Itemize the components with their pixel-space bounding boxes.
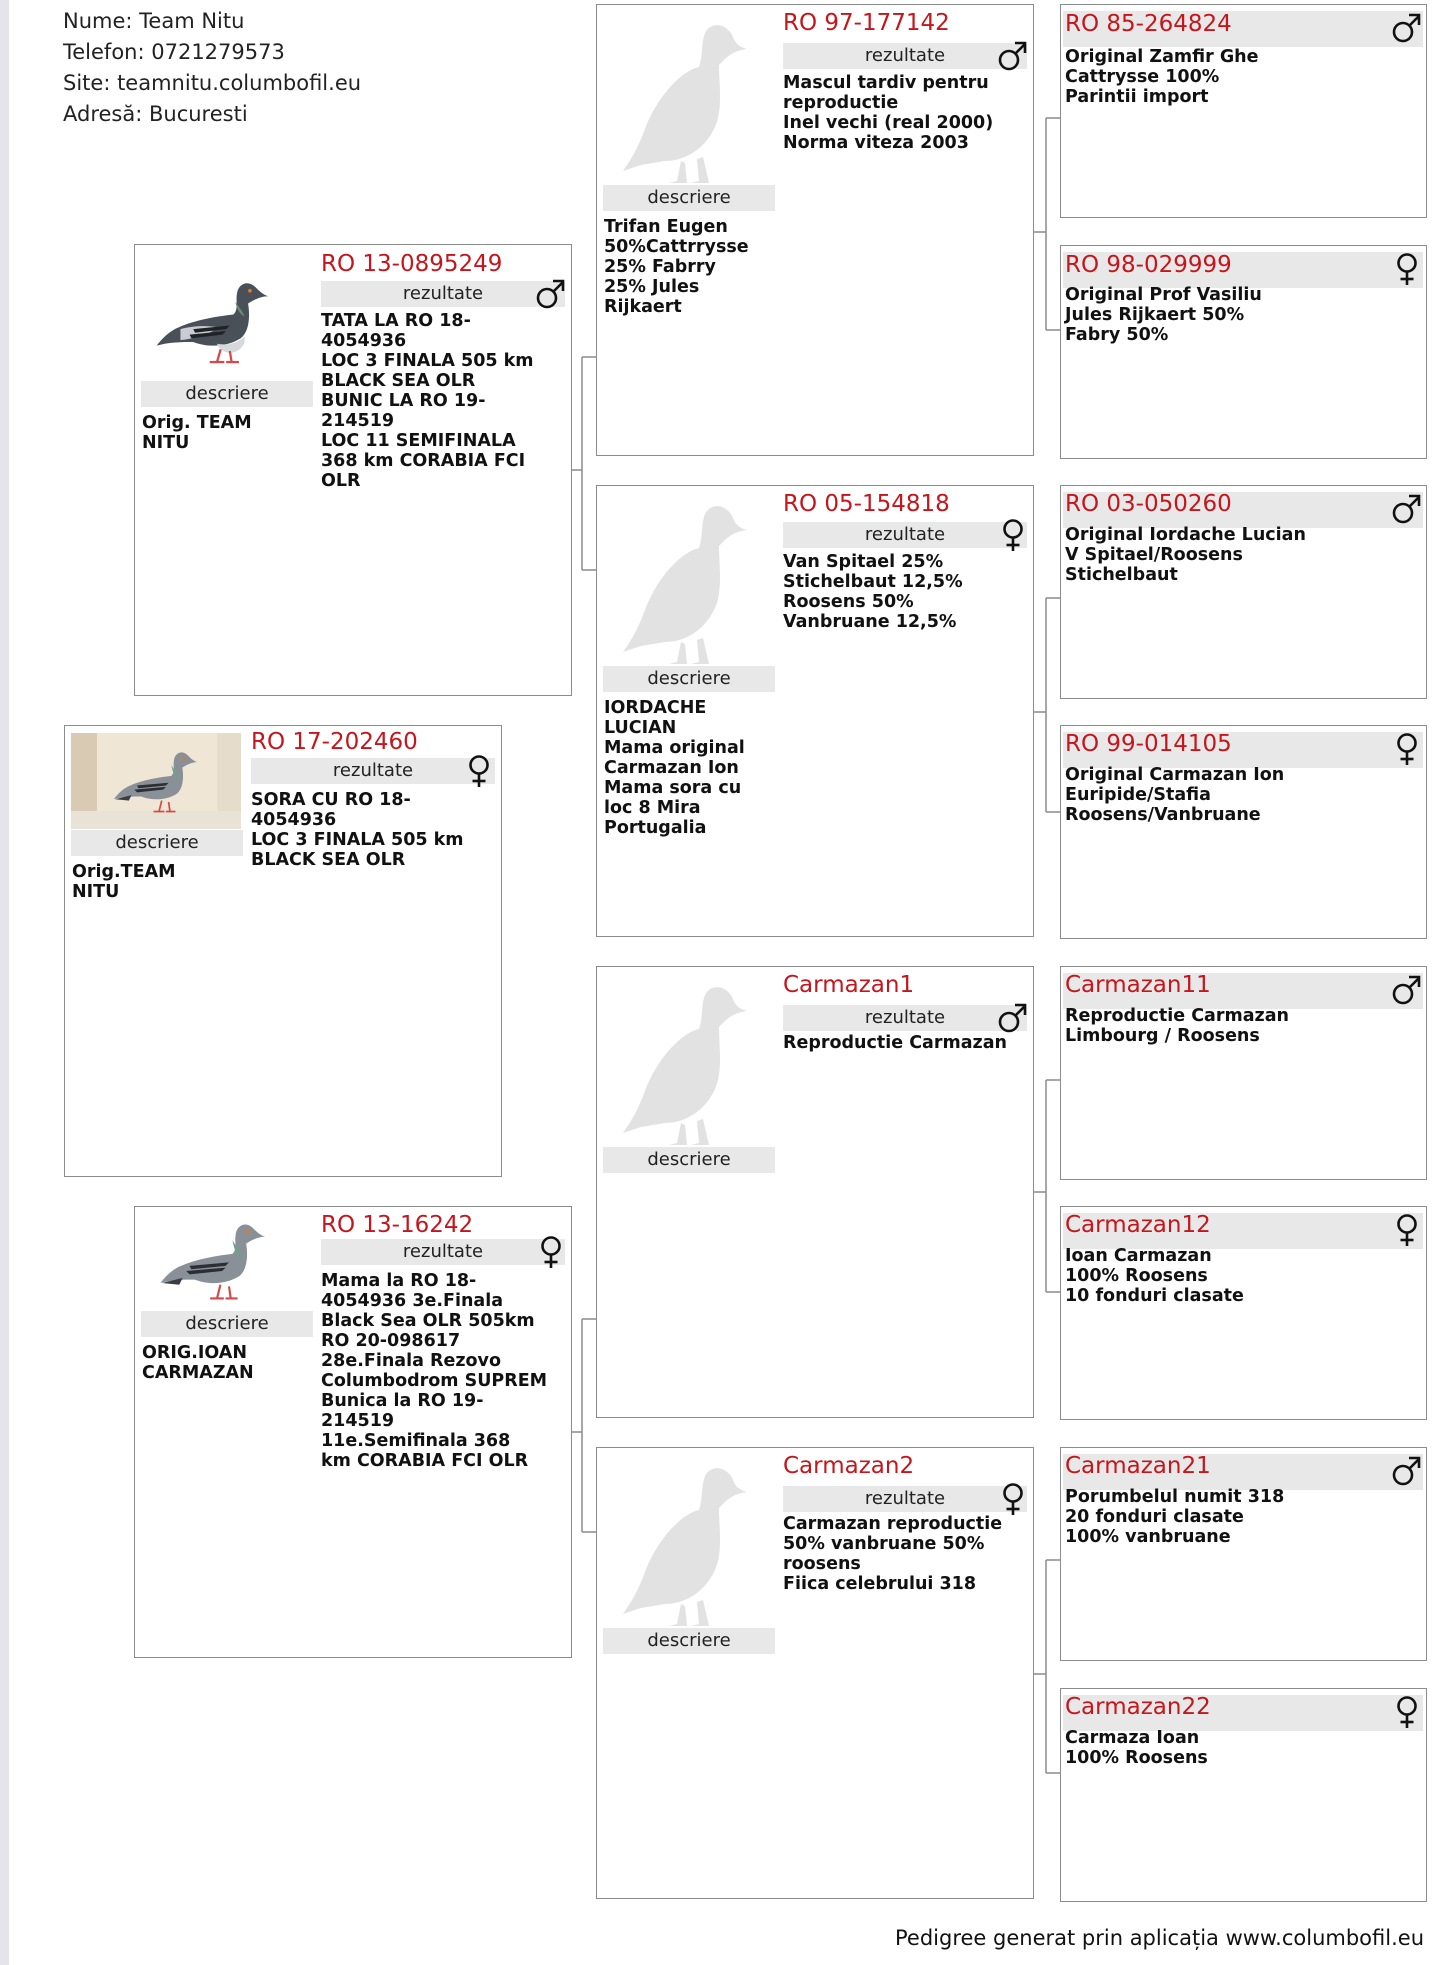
great-grandparent-7-ring[interactable]: Carmazan21 xyxy=(1065,1453,1211,1479)
subject-photo xyxy=(71,733,241,829)
grandparent-3-results-button[interactable]: rezultate xyxy=(783,1005,1027,1031)
great-grandparent-4-details: Original Carmazan Ion Euripide/Stafia Roosens/Vanbruane xyxy=(1065,765,1285,825)
great-grandparent-1-ring[interactable]: RO 85-264824 xyxy=(1065,11,1232,37)
great-grandparent-8-details: Carmaza Ioan 100% Roosens xyxy=(1065,1728,1208,1768)
great-grandparent-7-details: Porumbelul numit 318 20 fonduri clasate 100% vanbruane xyxy=(1065,1487,1285,1547)
owner-site[interactable]: Site: teamnitu.columbofil.eu xyxy=(63,71,362,95)
great-grandparent-3-details: Original Iordache Lucian V Spitael/Roosens Stichelbaut xyxy=(1065,525,1306,585)
great-grandparent-card-5[interactable] xyxy=(1060,966,1427,1180)
subject-card[interactable] xyxy=(64,725,502,1177)
grandparent-4-description-button[interactable]: descriere xyxy=(603,1628,775,1654)
pigeon-placeholder-icon xyxy=(615,15,755,185)
pigeon-placeholder-icon xyxy=(615,977,755,1147)
great-grandparent-6-ring[interactable]: Carmazan12 xyxy=(1065,1212,1211,1238)
subject-details: SORA CU RO 18- 4054936 LOC 3 FINALA 505 km BLACK SEA OLR xyxy=(251,790,464,870)
subject-results-button[interactable]: rezultate xyxy=(251,758,495,784)
female-icon xyxy=(1391,1695,1423,1729)
grandparent-4-details: Carmazan reproductie 50% vanbruane 50% roosens Fiica celebrului 318 xyxy=(783,1514,1003,1594)
grandparent-1-description-button[interactable]: descriere xyxy=(603,185,775,211)
dam-origin: ORIG.IOAN CARMAZAN xyxy=(142,1343,254,1383)
grandparent-1-origin: Trifan Eugen 50%Cattrrysse 25% Fabrry 25% Jules Rijkaert xyxy=(604,217,749,317)
dam-photo xyxy=(157,1211,297,1311)
grandparent-card-3[interactable] xyxy=(596,966,1034,1418)
male-icon xyxy=(1391,11,1423,45)
male-icon xyxy=(1391,492,1423,526)
owner-name: Nume: Team Nitu xyxy=(63,9,245,33)
great-grandparent-card-8[interactable] xyxy=(1060,1688,1427,1902)
grandparent-4-ring[interactable]: Carmazan2 xyxy=(783,1453,915,1479)
great-grandparent-4-ring[interactable]: RO 99-014105 xyxy=(1065,731,1232,757)
sire-origin: Orig. TEAM NITU xyxy=(142,413,252,453)
female-icon xyxy=(1391,252,1423,286)
great-grandparent-2-ring[interactable]: RO 98-029999 xyxy=(1065,252,1232,278)
female-icon xyxy=(1391,1213,1423,1247)
male-icon xyxy=(997,39,1029,73)
great-grandparent-card-6[interactable] xyxy=(1060,1206,1427,1420)
grandparent-3-details: Reproductie Carmazan xyxy=(783,1033,1007,1053)
great-grandparent-card-2[interactable] xyxy=(1060,245,1427,459)
subject-origin: Orig.TEAM NITU xyxy=(72,862,176,902)
dam-results-button[interactable]: rezultate xyxy=(321,1239,565,1265)
pigeon-placeholder-icon xyxy=(615,496,755,666)
sire-details: TATA LA RO 18- 4054936 LOC 3 FINALA 505 km BLACK SEA OLR BUNIC LA RO 19- 214519 LOC 11 SEMIFINALA 368 km CORABIA FCI OLR xyxy=(321,311,534,491)
grandparent-2-description-button[interactable]: descriere xyxy=(603,666,775,692)
grandparent-1-ring[interactable]: RO 97-177142 xyxy=(783,10,950,36)
female-icon xyxy=(463,754,495,788)
great-grandparent-card-7[interactable] xyxy=(1060,1447,1427,1661)
dam-details: Mama la RO 18- 4054936 3e.Finala Black Sea OLR 505km RO 20-098617 28e.Finala Rezovo Columbodrom SUPREM Bunica la RO 19- 214519 11e.Semifinala 368 km CORABIA FCI OLR xyxy=(321,1271,548,1471)
great-grandparent-5-details: Reproductie Carmazan Limbourg / Roosens xyxy=(1065,1006,1289,1046)
grandparent-2-details: Van Spitael 25% Stichelbaut 12,5% Roosens 50% Vanbruane 12,5% xyxy=(783,552,963,632)
female-icon xyxy=(997,1482,1029,1516)
grandparent-1-details: Mascul tardiv pentru reproductie Inel vechi (real 2000) Norma viteza 2003 xyxy=(783,73,994,153)
subject-ring[interactable]: RO 17-202460 xyxy=(251,729,418,755)
sire-photo xyxy=(147,257,287,387)
sire-card[interactable] xyxy=(134,244,572,696)
great-grandparent-3-ring[interactable]: RO 03-050260 xyxy=(1065,491,1232,517)
male-icon xyxy=(535,277,567,311)
grandparent-3-ring[interactable]: Carmazan1 xyxy=(783,972,915,998)
sire-description-button[interactable]: descriere xyxy=(141,381,313,407)
great-grandparent-card-1[interactable] xyxy=(1060,4,1427,218)
male-icon xyxy=(1391,1454,1423,1488)
dam-card[interactable] xyxy=(134,1206,572,1658)
footer-credit: Pedigree generat prin aplicația www.columbofil.eu xyxy=(895,1926,1424,1950)
grandparent-2-results-button[interactable]: rezultate xyxy=(783,522,1027,548)
sire-results-button[interactable]: rezultate xyxy=(321,281,565,307)
grandparent-2-origin: IORDACHE LUCIAN Mama original Carmazan Ion Mama sora cu loc 8 Mira Portugalia xyxy=(604,698,745,838)
dam-description-button[interactable]: descriere xyxy=(141,1311,313,1337)
dam-ring[interactable]: RO 13-16242 xyxy=(321,1212,474,1238)
great-grandparent-1-details: Original Zamfir Ghe Cattrysse 100% Parintii import xyxy=(1065,47,1259,107)
grandparent-2-ring[interactable]: RO 05-154818 xyxy=(783,491,950,517)
female-icon xyxy=(535,1235,567,1269)
sire-ring[interactable]: RO 13-0895249 xyxy=(321,251,503,277)
owner-phone: Telefon: 0721279573 xyxy=(63,40,285,64)
great-grandparent-6-details: Ioan Carmazan 100% Roosens 10 fonduri clasate xyxy=(1065,1246,1244,1306)
great-grandparent-2-details: Original Prof Vasiliu Jules Rijkaert 50% Fabry 50% xyxy=(1065,285,1262,345)
grandparent-card-1[interactable] xyxy=(596,4,1034,456)
great-grandparent-card-4[interactable] xyxy=(1060,725,1427,939)
male-icon xyxy=(997,1001,1029,1035)
great-grandparent-5-ring[interactable]: Carmazan11 xyxy=(1065,972,1211,998)
pigeon-placeholder-icon xyxy=(615,1458,755,1628)
grandparent-3-description-button[interactable]: descriere xyxy=(603,1147,775,1173)
grandparent-1-results-button[interactable]: rezultate xyxy=(783,43,1027,69)
great-grandparent-8-ring[interactable]: Carmazan22 xyxy=(1065,1694,1211,1720)
female-icon xyxy=(1391,732,1423,766)
grandparent-card-4[interactable] xyxy=(596,1447,1034,1899)
female-icon xyxy=(997,518,1029,552)
male-icon xyxy=(1391,973,1423,1007)
owner-address: Adresă: Bucuresti xyxy=(63,102,248,126)
subject-description-button[interactable]: descriere xyxy=(71,830,243,856)
great-grandparent-card-3[interactable] xyxy=(1060,485,1427,699)
grandparent-card-2[interactable] xyxy=(596,485,1034,937)
grandparent-4-results-button[interactable]: rezultate xyxy=(783,1486,1027,1512)
